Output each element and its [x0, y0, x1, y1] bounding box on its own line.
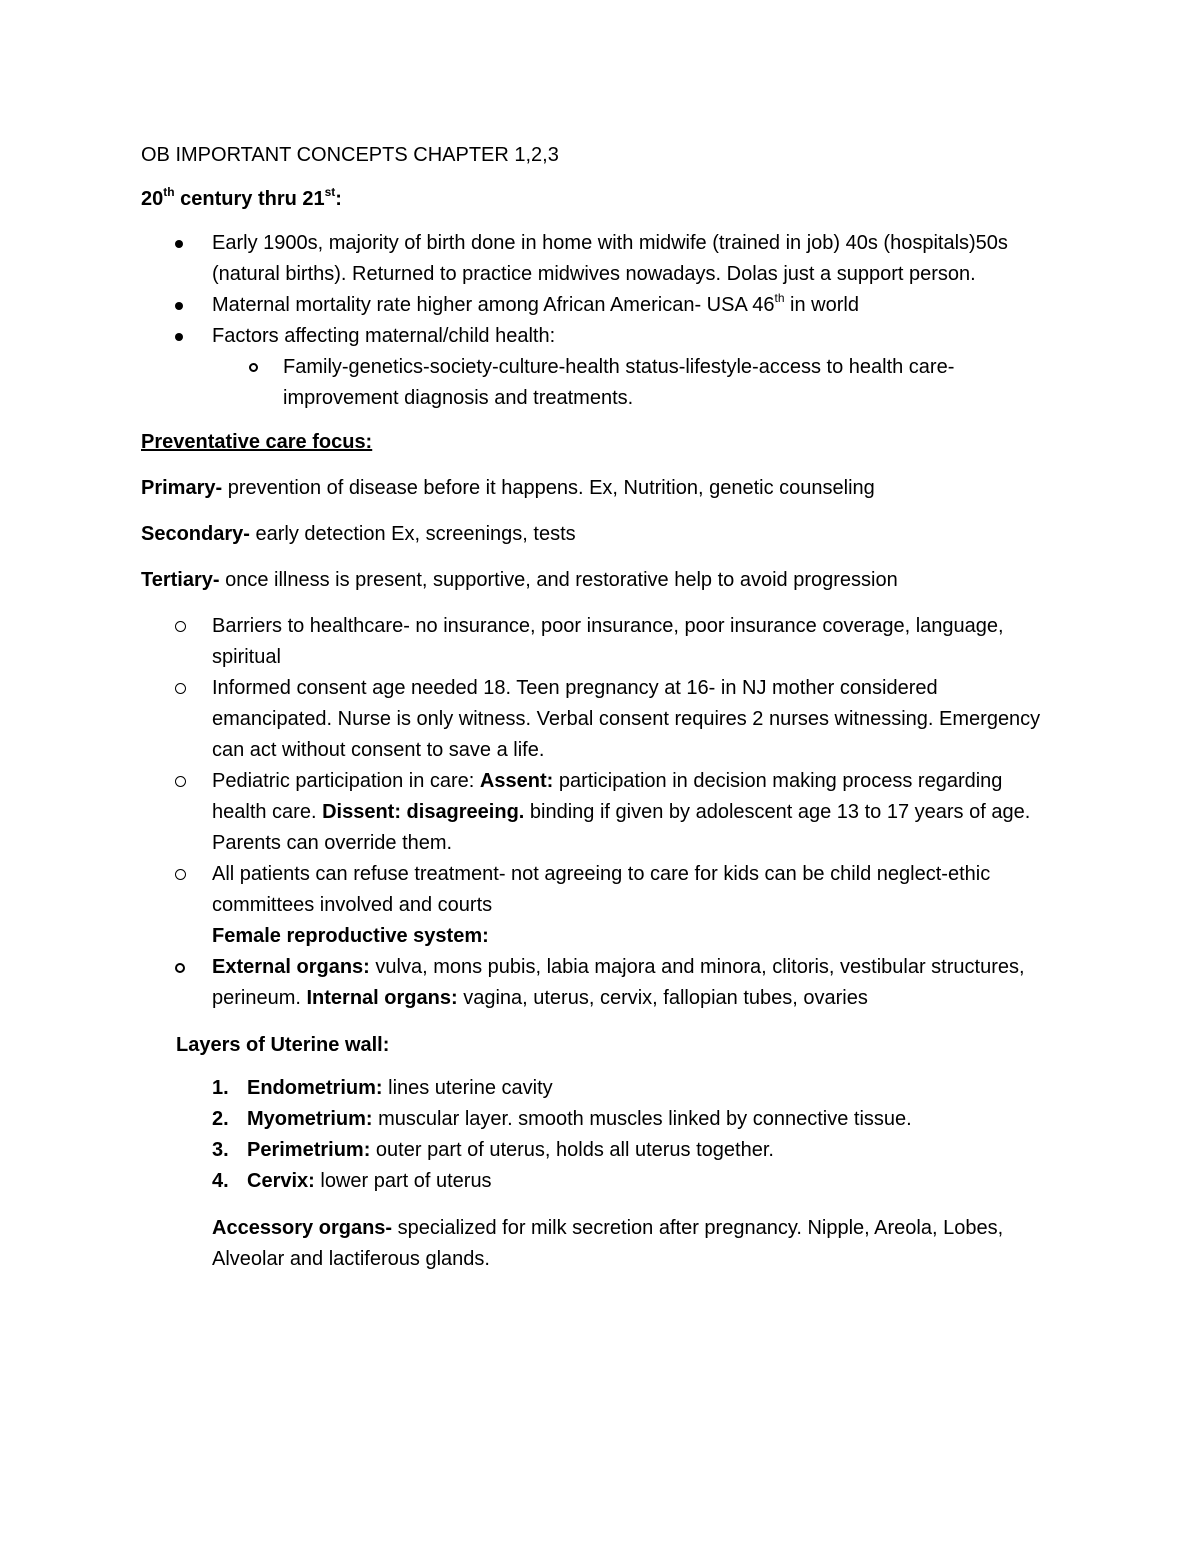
century-sup: th — [163, 185, 175, 200]
list-item-text: lower part of uterus — [314, 1170, 492, 1192]
circle-bullet-icon — [175, 621, 186, 632]
term-label: Internal organs: — [306, 987, 458, 1009]
list-item — [141, 859, 1061, 921]
list-item — [141, 766, 1061, 859]
list-item-text: outer part of uterus, holds all uterus together. — [370, 1139, 774, 1161]
century-sup: st — [324, 185, 336, 200]
section-heading: Layers of Uterine wall: — [176, 1034, 390, 1056]
term-text: specialized for milk secretion after pregnancy. Nipple, Areola, Lobes, Alveolar and lactiferous glands. — [212, 1217, 1004, 1270]
superscript: th — [774, 291, 785, 306]
bullet-icon — [175, 333, 183, 341]
list-item-text: vagina, uterus, cervix, fallopian tubes, ovaries — [457, 987, 868, 1009]
tertiary-paragraph — [141, 565, 1061, 596]
list-item — [141, 1073, 1061, 1104]
term-label: Tertiary- — [141, 569, 220, 591]
list-item-text: lines uterine cavity — [382, 1077, 553, 1099]
term-label: Perimetrium: — [247, 1139, 371, 1161]
term-label: Secondary- — [141, 523, 250, 545]
term-label: Cervix: — [247, 1170, 315, 1192]
list-item — [141, 290, 1061, 321]
section-heading: Preventative care focus: — [141, 431, 373, 453]
circle-bullet-icon — [175, 869, 186, 880]
term-label: Endometrium: — [247, 1077, 383, 1099]
circle-bullet-icon — [175, 683, 186, 694]
list-item-text: All patients can refuse treatment- not agreeing to care for kids can be child neglect-ethic committees involved and courts — [212, 863, 991, 916]
circle-bullet-icon — [249, 363, 258, 372]
list-item-text: Maternal mortality rate higher among African American- USA 46 — [212, 294, 775, 316]
century-heading — [141, 184, 1061, 215]
term-text: early detection Ex, screenings, tests — [249, 523, 576, 545]
layers-heading — [176, 1030, 1061, 1061]
list-number: 3. — [212, 1139, 229, 1161]
circle-bullet-icon — [175, 963, 185, 973]
list-item-text: participation in decision making process regarding health care. — [212, 770, 1003, 823]
section-heading: Female reproductive system: — [212, 925, 489, 947]
term-text: prevention of disease before it happens. Ex, Nutrition, genetic counseling — [222, 477, 875, 499]
list-item-text: in world — [784, 294, 859, 316]
list-number: 4. — [212, 1170, 229, 1192]
list-item — [141, 1104, 1061, 1135]
list-item-text: Informed consent age needed 18. Teen pregnancy at 16- in NJ mother considered emancipated. Nurse is only witness. Verbal consent requires 2 nurses witnessing. Emergency can act without consent to save a life. — [212, 677, 1041, 761]
accessory-paragraph — [141, 1213, 1061, 1275]
term-label: Myometrium: — [247, 1108, 373, 1130]
list-item-text: Family-genetics-society-culture-health status-lifestyle-access to health care-improvement diagnosis and treatments. — [283, 356, 955, 409]
list-item — [141, 1135, 1061, 1166]
uterine-layers-list — [141, 1073, 1061, 1197]
century-text: 20 — [141, 188, 164, 210]
list-item-text: Barriers to healthcare- no insurance, poor insurance, poor insurance coverage, language, spiritual — [212, 615, 1004, 668]
circle-bullet-icon — [175, 776, 186, 787]
list-item-text: muscular layer. smooth muscles linked by connective tissue. — [372, 1108, 912, 1130]
sub-list-item — [141, 352, 1061, 414]
care-topics-list — [141, 611, 1061, 1014]
term-label: Primary- — [141, 477, 223, 499]
secondary-paragraph — [141, 519, 1061, 550]
term-label: Accessory organs- — [212, 1217, 393, 1239]
document-title: OB IMPORTANT CONCEPTS CHAPTER 1,2,3 — [141, 144, 559, 166]
list-item-text: vulva, mons pubis, labia majora and minora, clitoris, vestibular structures, perineum. — [212, 956, 1025, 1009]
list-item — [141, 228, 1061, 290]
list-number: 1. — [212, 1077, 229, 1099]
preventative-heading — [141, 427, 1061, 458]
term-label: Assent: — [479, 770, 554, 792]
century-text: century thru 21 — [174, 188, 325, 210]
primary-paragraph — [141, 473, 1061, 504]
female-system-heading — [141, 921, 1061, 952]
bullet-icon — [175, 240, 183, 248]
list-item-text: Early 1900s, majority of birth done in home with midwife (trained in job) 40s (hospitals)50s (natural births). Returned to practice midwives nowadays. Dolas just a support person. — [212, 232, 1008, 285]
list-item — [141, 611, 1061, 673]
bullet-icon — [175, 302, 183, 310]
century-text: : — [335, 188, 342, 210]
list-number: 2. — [212, 1108, 229, 1130]
term-label: Dissent: disagreeing. — [322, 801, 525, 823]
list-item — [141, 673, 1061, 766]
document-page — [141, 140, 1061, 1275]
list-item — [141, 321, 1061, 352]
list-item-text: Factors affecting maternal/child health: — [212, 325, 556, 347]
list-item — [141, 1166, 1061, 1197]
list-item-text: Pediatric participation in care: — [212, 770, 480, 792]
list-item — [141, 952, 1061, 1014]
term-text: once illness is present, supportive, and restorative help to avoid progression — [219, 569, 898, 591]
history-bullet-list — [141, 228, 1061, 414]
term-label: External organs: — [212, 956, 370, 978]
list-item-text: binding if given by adolescent age 13 to 17 years of age. Parents can override them. — [212, 801, 1031, 854]
